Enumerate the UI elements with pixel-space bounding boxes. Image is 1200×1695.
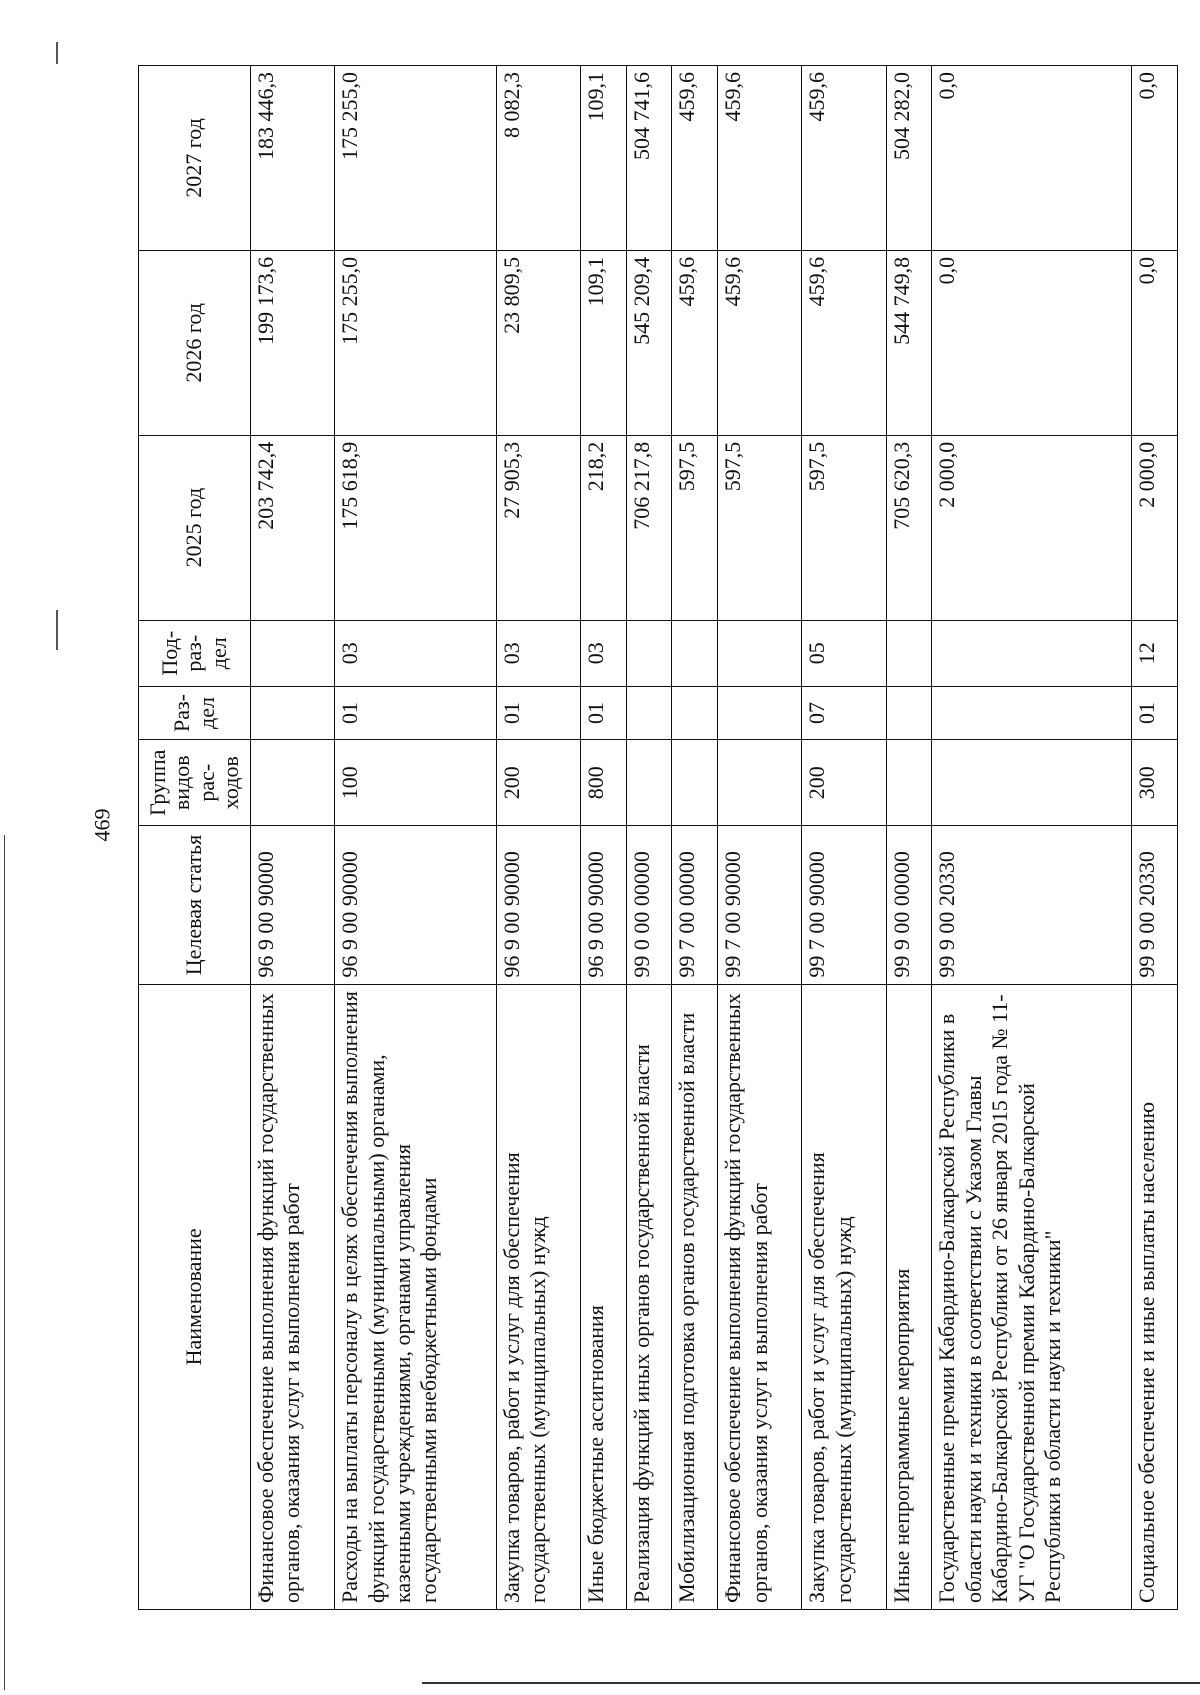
row-2025: 597,5 [718,435,802,620]
row-section [626,686,672,739]
row-expense-group [932,740,1132,826]
row-subsection [626,620,672,686]
row-2027: 459,6 [672,66,718,251]
table-row [1132,66,1178,1610]
row-2026: 0,0 [932,250,1132,435]
row-target-article: 96 9 00 90000 [580,826,626,984]
row-name: Мобилизационная подготовка органов государственной власти [672,984,718,1609]
row-subsection [718,620,802,686]
row-2027: 0,0 [932,66,1132,251]
table-row [718,66,802,1610]
row-subsection: 05 [802,620,886,686]
row-expense-group: 800 [580,740,626,826]
page-number: 469 [89,808,115,842]
header-section: Раз-дел [139,686,251,739]
table-row [886,66,932,1610]
row-target-article: 96 9 00 90000 [335,826,496,984]
table-row [932,66,1132,1610]
row-2026: 544 749,8 [886,250,932,435]
row-2027: 175 255,0 [335,66,496,251]
table-row [335,66,496,1610]
row-name: Финансовое обеспечение выполнения функций государственных органов, оказания услуг и выполнения работ [251,984,335,1609]
header-name: Наименование [139,984,251,1609]
row-2025: 2 000,0 [1132,435,1178,620]
table-row [802,66,886,1610]
row-name: Государственные премии Кабардино-Балкарской Республики в области науки и техники в соответствии с Указом Главы Кабардино-Балкарской Республики от 26 января 2015 года № 11-УГ "О Государственной премии Кабардино-Балкарской Республики в области науки и техники" [932,984,1132,1609]
row-target-article: 99 9 00 20330 [1132,826,1178,984]
row-subsection [672,620,718,686]
header-2025: 2025 год [139,435,251,620]
row-2025: 27 905,3 [496,435,580,620]
row-target-article: 99 9 00 00000 [886,826,932,984]
row-section: 01 [335,686,496,739]
row-2027: 459,6 [718,66,802,251]
header-expense-group: Группа видов рас-ходов [139,740,251,826]
row-name: Иные бюджетные ассигнования [580,984,626,1609]
row-target-article: 96 9 00 90000 [251,826,335,984]
table-row [496,66,580,1610]
scan-edge-line [4,835,5,1690]
row-2027: 8 082,3 [496,66,580,251]
row-2026: 459,6 [802,250,886,435]
row-expense-group: 100 [335,740,496,826]
row-name: Закупка товаров, работ и услуг для обеспечения государственных (муниципальных) нужд [496,984,580,1609]
row-section [251,686,335,739]
row-2025: 218,2 [580,435,626,620]
header-subsection: Под-раз-дел [139,620,251,686]
header-2026: 2026 год [139,250,251,435]
row-2025: 175 618,9 [335,435,496,620]
table-row [251,66,335,1610]
row-section: 01 [1132,686,1178,739]
row-name: Расходы на выплаты персоналу в целях обеспечения выполнения функций государственными (муниципальными) органами, казенными учреждениями, органами управления государственными внебюджетными фондами [335,984,496,1609]
row-2026: 459,6 [672,250,718,435]
row-subsection: 03 [335,620,496,686]
row-name: Социальное обеспечение и иные выплаты населению [1132,984,1178,1609]
header-2027: 2027 год [139,66,251,251]
row-expense-group [718,740,802,826]
row-section: 07 [802,686,886,739]
row-2027: 0,0 [1132,66,1178,251]
header-target-article: Целевая статья [139,826,251,984]
row-2027: 183 446,3 [251,66,335,251]
scan-mark [56,610,58,650]
row-subsection: 12 [1132,620,1178,686]
row-2026: 199 173,6 [251,250,335,435]
row-name: Иные непрограммные мероприятия [886,984,932,1609]
row-subsection [932,620,1132,686]
row-2025: 705 620,3 [886,435,932,620]
row-target-article: 99 0 00 00000 [626,826,672,984]
scan-mark [56,42,58,64]
row-2026: 459,6 [718,250,802,435]
budget-table-rotated [138,65,1178,1610]
row-2025: 706 217,8 [626,435,672,620]
table-header-row [139,66,251,1610]
row-subsection: 03 [580,620,626,686]
table-row [672,66,718,1610]
row-subsection [251,620,335,686]
row-2025: 597,5 [672,435,718,620]
row-target-article: 96 9 00 90000 [496,826,580,984]
row-subsection: 03 [496,620,580,686]
row-2026: 545 209,4 [626,250,672,435]
row-2027: 109,1 [580,66,626,251]
row-section [886,686,932,739]
row-section: 01 [580,686,626,739]
row-name: Реализация функций иных органов государственной власти [626,984,672,1609]
row-2025: 2 000,0 [932,435,1132,620]
row-target-article: 99 7 00 00000 [672,826,718,984]
row-2027: 504 282,0 [886,66,932,251]
row-expense-group [886,740,932,826]
row-section: 01 [496,686,580,739]
row-name: Закупка товаров, работ и услуг для обеспечения государственных (муниципальных) нужд [802,984,886,1609]
table-row [580,66,626,1610]
row-name: Финансовое обеспечение выполнения функций государственных органов, оказания услуг и выполнения работ [718,984,802,1609]
row-2026: 0,0 [1132,250,1178,435]
row-expense-group [672,740,718,826]
table-row [626,66,672,1610]
row-expense-group: 200 [802,740,886,826]
scan-edge-line [422,1682,1200,1684]
row-section [718,686,802,739]
row-expense-group [626,740,672,826]
row-section [672,686,718,739]
row-2027: 459,6 [802,66,886,251]
row-2026: 23 809,5 [496,250,580,435]
row-expense-group [251,740,335,826]
budget-table [138,65,1178,1610]
row-expense-group: 200 [496,740,580,826]
row-2026: 175 255,0 [335,250,496,435]
row-2027: 504 741,6 [626,66,672,251]
row-target-article: 99 7 00 90000 [718,826,802,984]
row-expense-group: 300 [1132,740,1178,826]
row-section [932,686,1132,739]
row-target-article: 99 7 00 90000 [802,826,886,984]
row-2025: 597,5 [802,435,886,620]
row-subsection [886,620,932,686]
row-2026: 109,1 [580,250,626,435]
row-2025: 203 742,4 [251,435,335,620]
row-target-article: 99 9 00 20330 [932,826,1132,984]
